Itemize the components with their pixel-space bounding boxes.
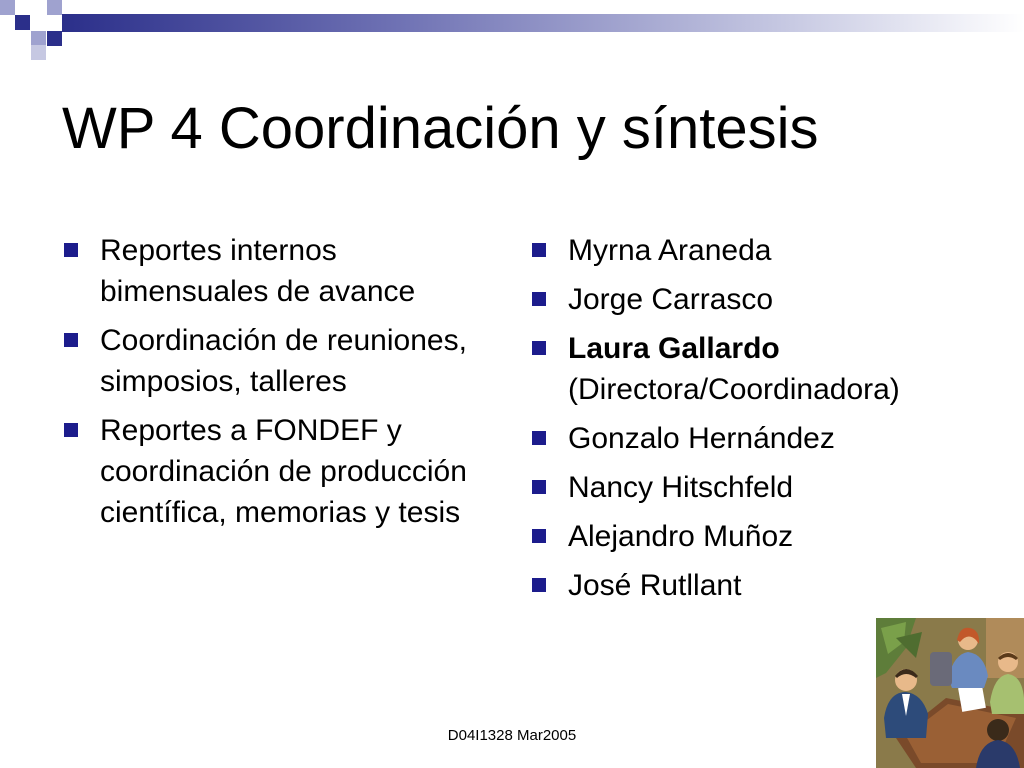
square-bullet-icon (532, 292, 546, 306)
team-member-name: Gonzalo Hernández (568, 422, 835, 455)
list-item-text: Reportes a FONDEF y coordinación de producción científica, memorias y tesis (100, 414, 467, 529)
team-member-item (530, 565, 970, 606)
square-bullet-icon (532, 341, 546, 355)
team-member-name: Laura Gallardo (568, 332, 780, 365)
team-member-item (530, 516, 970, 557)
team-member-item (530, 328, 970, 410)
team-member-list (530, 230, 970, 606)
team-member-role: (Directora/Coordinadora) (568, 373, 900, 406)
team-member-name: Myrna Araneda (568, 234, 772, 267)
list-item-text: Coordinación de reuniones, simposios, talleres (100, 324, 467, 398)
square-bullet-icon (532, 431, 546, 445)
team-member-item (530, 467, 970, 508)
square-bullet-icon (532, 529, 546, 543)
team-member-name: José Rutllant (568, 569, 742, 602)
square-bullet-icon (532, 480, 546, 494)
team-member-item (530, 418, 970, 459)
left-bullet-list (62, 230, 482, 533)
left-bullet-column (62, 230, 482, 541)
deco-square (31, 45, 46, 60)
square-bullet-icon (532, 578, 546, 592)
deco-square (47, 31, 62, 46)
team-member-name: Alejandro Muñoz (568, 520, 794, 553)
deco-square (0, 0, 15, 15)
header-gradient-bar (62, 14, 1024, 32)
list-item (62, 320, 482, 402)
team-member-name: Jorge Carrasco (568, 283, 774, 316)
team-member-item (530, 279, 970, 320)
list-item (62, 410, 482, 533)
slide-footer: D04I1328 Mar2005 (447, 727, 577, 744)
deco-square (47, 0, 62, 15)
square-bullet-icon (64, 423, 78, 437)
square-bullet-icon (532, 243, 546, 257)
deco-square (31, 31, 46, 46)
list-item (62, 230, 482, 312)
deco-square (15, 15, 30, 30)
square-bullet-icon (64, 243, 78, 257)
team-member-item (530, 230, 970, 271)
team-member-name: Nancy Hitschfeld (568, 471, 794, 504)
list-item-text: Reportes internos bimensuales de avance (100, 234, 416, 308)
slide-title: WP 4 Coordinación y síntesis (62, 96, 819, 161)
right-bullet-column (530, 230, 970, 614)
meeting-clipart (876, 618, 1024, 768)
square-bullet-icon (64, 333, 78, 347)
